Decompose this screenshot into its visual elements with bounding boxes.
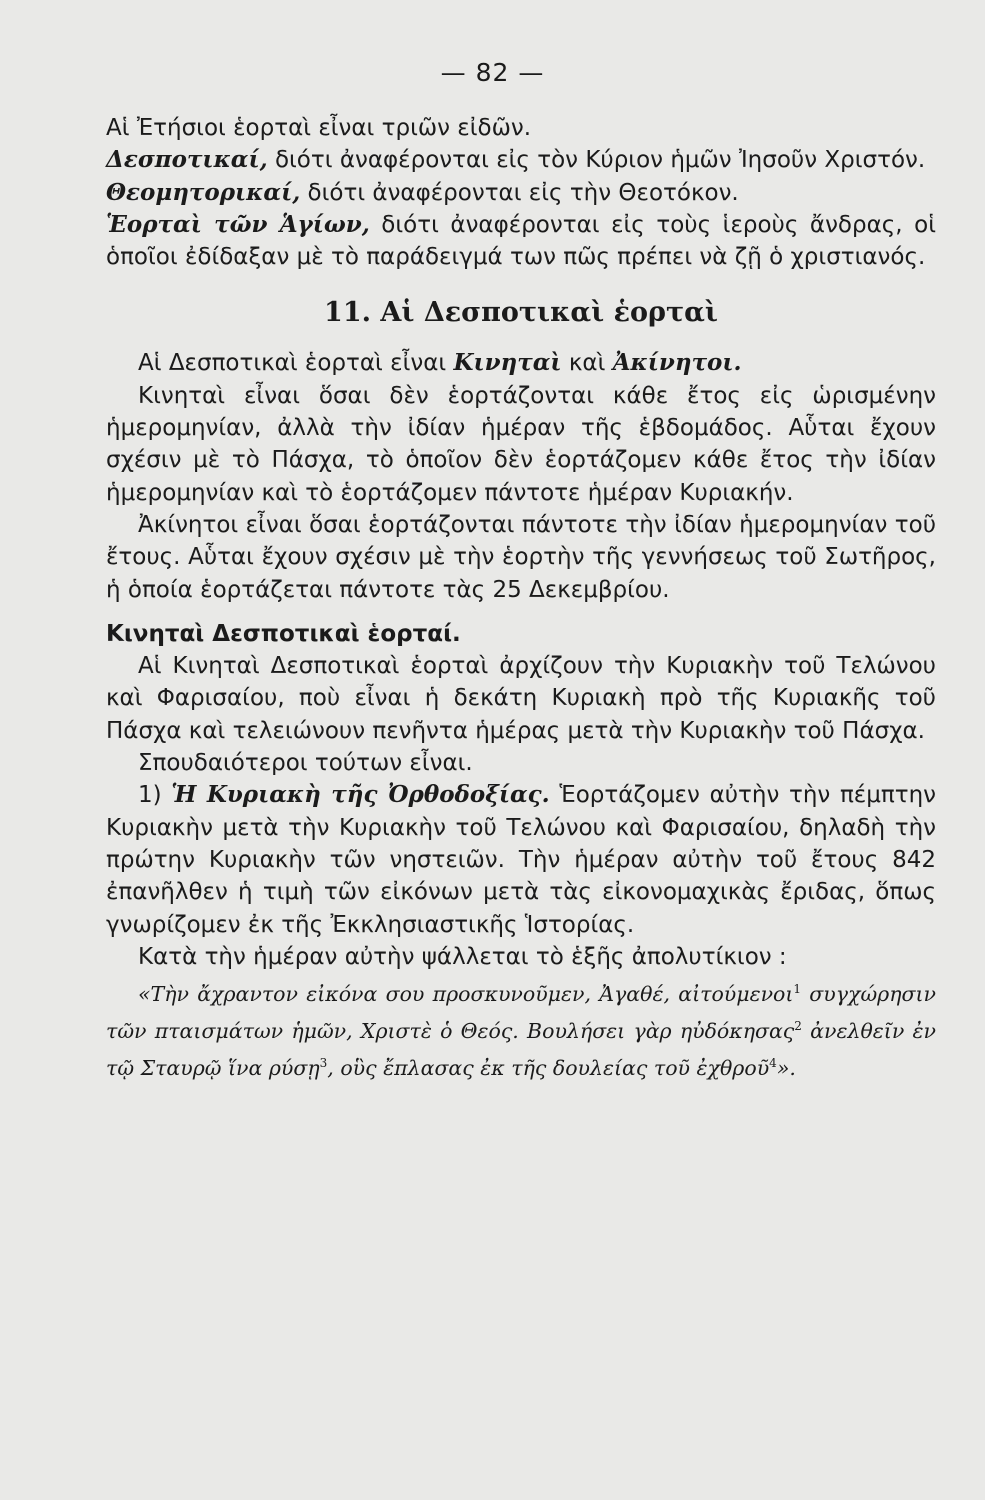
footnote-marker: 1 xyxy=(793,982,802,997)
theomitorikai-text: διότι ἀναφέρονται εἰς τὴν Θεοτόκον. xyxy=(300,179,739,206)
apolytikion-hymn xyxy=(106,973,936,1083)
item-text: Ἑορτάζομεν αὐτὴν τὴν πέμπτην Κυριακὴν μετὰ τὴν Κυριακὴν τοῦ Τελώνου καὶ Φαρισαίου, δηλαδὴ τὴν πρώτην Κυριακὴν τῶν νηστειῶν. Τὴν ἡμέραν αὐτὴν τοῦ ἔτους 842 ἐπανῆλθεν ἡ τιμὴ τῶν εἰκόνων μετὰ τὰς εἰκονομαχικὰς ἔριδας, ὅπως γνωρίζομεν ἐκ τῆς Ἐκκλησιαστικῆς Ἱστορίας. xyxy=(106,782,936,938)
term-despotikai: Δεσποτικαί, xyxy=(106,146,268,174)
page-body xyxy=(106,112,936,1084)
item-number: 1) xyxy=(138,782,172,809)
hymn-part-3: ἀνελθεῖν ἐν τῷ Σταυρῷ ἵνα ρύσῃ xyxy=(106,1018,936,1080)
section-paragraph-3: Ἀκίνητοι εἶναι ὅσαι ἑορτάζονται πάντοτε τὴν ἰδίαν ἡμερομηνίαν τοῦ ἔτους. Αὗται ἔχουν σχέσιν μὲ τὴν ἑορτὴν τῆς γεννήσεως τοῦ Σωτῆρος, ἡ ὁποία ἑορτάζεται πάντοτε τὰς 25 Δεκεμβρίου. xyxy=(106,511,936,603)
section-p1-text: Αἱ Δεσποτικαὶ ἑορταὶ εἶναι xyxy=(138,350,454,377)
agion-text: διότι ἀναφέρονται εἰς τοὺς ἱεροὺς ἄνδρας, οἱ ὁποῖοι ἐδίδαξαν μὲ τὸ παράδειγμά των πῶς πρέπει νὰ ζῇ ὁ χριστιανός. xyxy=(106,211,936,271)
subsection-paragraph-2: Σπουδαιότεροι τούτων εἶναι. xyxy=(138,750,473,777)
hymn-part-5: ». xyxy=(776,1055,796,1080)
subsection-paragraph-1: Αἱ Κινηταὶ Δεσποτικαὶ ἑορταὶ ἀρχίζουν τὴν Κυριακὴν τοῦ Τελώνου καὶ Φαρισαίου, ποὺ εἶναι ἡ δεκάτη Κυριακὴ πρὸ τῆς Κυριακῆς τοῦ Πάσχα καὶ τελειώνουν πενῆντα ἡμέρας μετὰ τὴν Κυριακὴν τοῦ Πάσχα. xyxy=(106,653,936,744)
section-paragraph-2: Κινηταὶ εἶναι ὅσαι δὲν ἑορτάζονται κάθε ἔτος εἰς ὡρισμένην ἡμερομηνίαν, ἀλλὰ τὴν ἰδίαν ἡμέραν τῆς ἑβδομάδος. Αὗται ἔχουν σχέσιν μὲ τὸ Πάσχα, τὸ ὁποῖον δὲν ἑορτάζομεν κάθε ἔτος τὴν ἰδίαν ἡμερομηνίαν καὶ τὸ ἑορτάζομεν πάντοτε ἡμέραν Κυριακήν. xyxy=(106,382,936,506)
term-kinitai: Κινηταὶ xyxy=(453,349,562,377)
term-agion: Ἑορταὶ τῶν Ἁγίων, xyxy=(106,210,370,238)
hymn-part-4: , οὓς ἔπλασας ἐκ τῆς δουλείας τοῦ ἐχθροῦ xyxy=(327,1055,770,1080)
item-title: Ἡ Κυριακὴ τῆς Ὀρθοδοξίας. xyxy=(171,781,550,809)
term-akinitoi: Ἀκίνητοι. xyxy=(612,349,742,377)
section-paragraph-1 xyxy=(106,347,936,379)
despotikai-text: διότι ἀναφέρονται εἰς τὸν Κύριον ἡμῶν Ἰησοῦν Χριστόν. xyxy=(267,147,926,174)
intro-agion xyxy=(106,209,936,274)
term-theomitorikai: Θεομητορικαί, xyxy=(106,178,301,206)
intro-theomitorikai xyxy=(106,177,936,209)
footnote-marker: 3 xyxy=(319,1055,328,1070)
hymn-part-2: συγχώρησιν τῶν πταισμάτων ἡμῶν, Χριστὲ ὁ Θεός. Βουλήσει γὰρ ηὐδόκησας xyxy=(106,981,936,1043)
page-number: — 82 — xyxy=(440,58,545,87)
hymn-part-1: «Τὴν ἄχραντον εἰκόνα σου προσκυνοῦμεν, Ἀγαθέ, αἰτούμενοι xyxy=(138,981,794,1006)
intro-sentence: Αἱ Ἐτήσιοι ἑορταὶ εἶναι τριῶν εἰδῶν. xyxy=(106,115,532,141)
section-heading: 11. Αἱ Δεσποτικαὶ ἑορταὶ xyxy=(324,297,718,329)
subsection-paragraph-3: Κατὰ τὴν ἡμέραν αὐτὴν ψάλλεται τὸ ἑξῆς ἀπολυτίκιον : xyxy=(138,943,787,970)
section-p1-kai: καὶ xyxy=(561,350,613,377)
intro-despotikai xyxy=(106,144,936,176)
subsection-heading: Κινηταὶ Δεσποτικαὶ ἑορταί. xyxy=(106,620,461,647)
footnote-marker: 4 xyxy=(769,1055,777,1070)
list-item xyxy=(106,779,936,940)
footnote-marker: 2 xyxy=(794,1018,802,1033)
